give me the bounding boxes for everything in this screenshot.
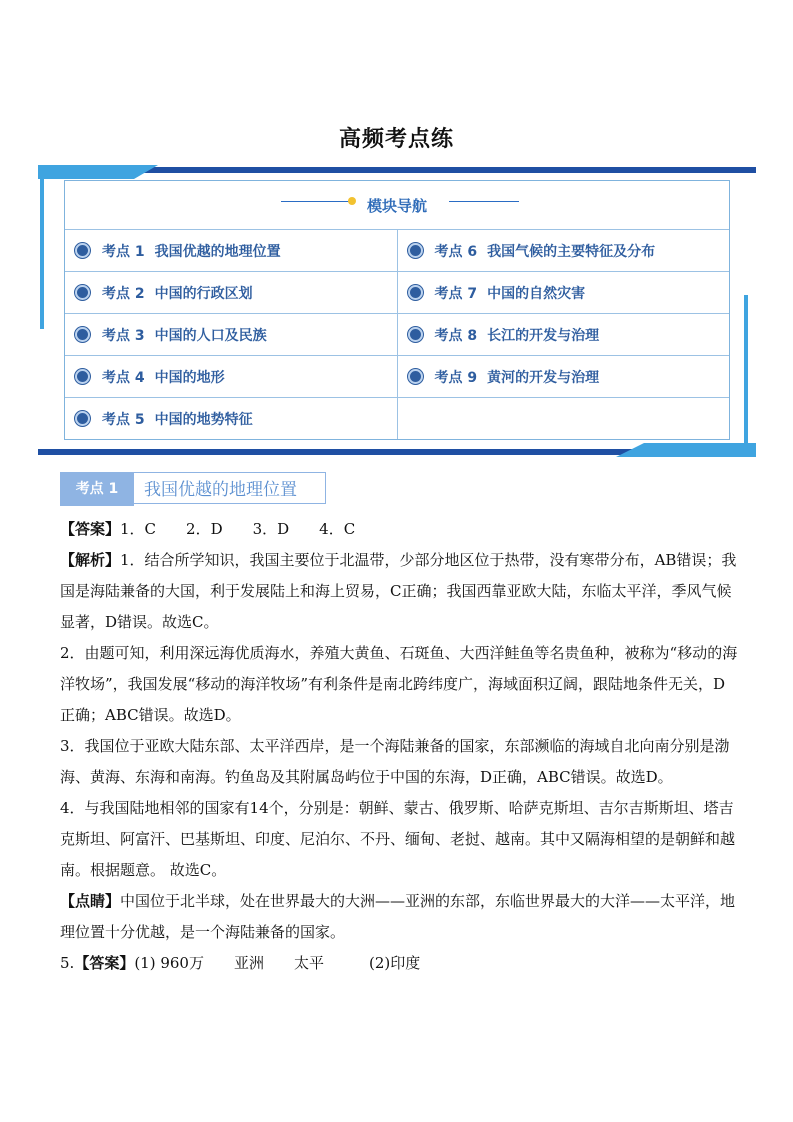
module-nav-box: [64, 180, 730, 440]
nav-table: [65, 229, 729, 439]
question-5-answer: [60, 948, 740, 979]
analysis-paragraph-2: 2．由题可知，利用深远海优质海水，养殖大黄鱼、石斑鱼、大西洋鲑鱼等名贵鱼种，被称为“移动的海洋牧场”，我国发展“移动的海洋牧场”有利条件是南北跨纬度广，海域面积辽阔，跟陆地条件无关，D正确；ABC错误。故选D。: [60, 644, 738, 724]
nav-item-code: 考点 5: [102, 411, 145, 428]
frame-top-accent: [38, 165, 158, 179]
analysis-text: 1．结合所学知识，我国主要位于北温带，少部分地区位于热带，没有寒带分布，AB错误；我国是海陆兼备的大国，利于发展陆上和海上贸易，C正确；我国西靠亚欧大陆，东临太平洋，季风气候显著，D错误。故选C。: [60, 551, 737, 631]
nav-item-3[interactable]: [65, 325, 397, 345]
nav-cell[interactable]: [65, 356, 397, 398]
nav-cell[interactable]: [65, 398, 397, 440]
q5-prefix: 5.: [60, 954, 75, 972]
tip-text: 中国位于北半球，处在世界最大的大洲——亚洲的东部，东临世界最大的大洋——太平洋，地理位置十分优越，是一个海陆兼备的国家。: [60, 892, 736, 941]
analysis-paragraph: [60, 545, 740, 638]
nav-item-code: 考点 2: [102, 285, 145, 302]
bullet-icon: [75, 285, 90, 300]
nav-item-name: 中国的人口及民族: [154, 327, 267, 344]
bullet-icon: [75, 327, 90, 342]
q5-mark: 【答案】: [74, 954, 135, 972]
bullet-icon: [408, 327, 423, 342]
analysis-paragraph-4: 4．与我国陆地相邻的国家有14个，分别是：朝鲜、蒙古、俄罗斯、哈萨克斯坦、吉尔吉斯斯坦、塔吉克斯坦、阿富汗、巴基斯坦、印度、尼泊尔、不丹、缅甸、老挝、越南。其中又隔海相望的是朝鲜和越南。根据题意。 故选C。: [60, 799, 736, 879]
nav-item-name: 黄河的开发与治理: [487, 369, 600, 386]
bullet-icon: [408, 369, 423, 384]
nav-item-code: 考点 8: [434, 327, 478, 344]
tip-paragraph: [60, 886, 740, 948]
nav-item-name: 中国的地势特征: [154, 411, 253, 428]
q5-text: (1) 960万 亚洲 太平 (2)印度: [134, 954, 421, 972]
nav-item-code: 考点 7: [434, 285, 478, 302]
nav-item-2[interactable]: [65, 283, 397, 303]
nav-item-6[interactable]: [398, 241, 730, 261]
bullet-icon: [408, 285, 423, 300]
frame-bottom-accent: [616, 443, 756, 457]
nav-cell[interactable]: [397, 272, 729, 314]
nav-item-code: 考点 4: [102, 369, 145, 386]
nav-item-8[interactable]: [398, 325, 730, 345]
nav-item-code: 考点 9: [434, 369, 478, 386]
nav-item-9[interactable]: [398, 367, 730, 387]
nav-item-name: 中国的行政区划: [154, 285, 253, 302]
answer-content: [60, 514, 740, 979]
nav-item-name: 我国气候的主要特征及分布: [487, 243, 656, 260]
nav-cell[interactable]: [397, 230, 729, 272]
nav-cell[interactable]: [65, 230, 397, 272]
bullet-icon: [75, 243, 90, 258]
analysis-mark: 【解析】: [60, 551, 121, 569]
nav-item-name: 中国的地形: [154, 369, 225, 386]
nav-item-5[interactable]: [65, 409, 397, 429]
answer-line: [60, 514, 740, 545]
nav-header: [65, 181, 729, 229]
nav-title: 模块导航: [366, 197, 427, 215]
section-tag-label: 我国优越的地理位置: [134, 472, 326, 504]
nav-item-1[interactable]: [65, 241, 397, 261]
analysis-paragraph-3: 3．我国位于亚欧大陆东部、太平洋西岸，是一个海陆兼备的国家，东部濒临的海域自北向南分别是渤海、黄海、东海和南海。钓鱼岛及其附属岛屿位于中国的东海，D正确，ABC错误。故选D。: [60, 737, 730, 786]
answer-mark: 【答案】: [60, 520, 121, 538]
frame-right-line: [744, 295, 748, 445]
nav-item-code: 考点 1: [102, 243, 145, 260]
answer-text: 1．C 2．D 3．D 4．C: [120, 520, 356, 538]
nav-item-7[interactable]: [398, 283, 730, 303]
nav-cell-empty: [397, 398, 729, 440]
bullet-icon: [75, 411, 90, 426]
nav-item-code: 考点 3: [102, 327, 145, 344]
nav-item-name: 我国优越的地理位置: [154, 243, 281, 260]
nav-cell[interactable]: [65, 314, 397, 356]
bullet-icon: [75, 369, 90, 384]
tip-mark: 【点睛】: [60, 892, 121, 910]
frame-left-line: [40, 179, 44, 329]
page-title: 高频考点练: [338, 126, 454, 152]
section-tag: [60, 472, 328, 506]
bullet-icon: [408, 243, 423, 258]
module-nav-frame: [38, 165, 756, 457]
nav-item-name: 长江的开发与治理: [487, 327, 600, 344]
nav-cell[interactable]: [397, 314, 729, 356]
section-tag-number: 考点 1: [60, 472, 134, 506]
nav-cell[interactable]: [65, 272, 397, 314]
nav-item-4[interactable]: [65, 367, 397, 387]
nav-item-name: 中国的自然灾害: [487, 285, 586, 302]
nav-cell[interactable]: [397, 356, 729, 398]
nav-item-code: 考点 6: [434, 243, 478, 260]
